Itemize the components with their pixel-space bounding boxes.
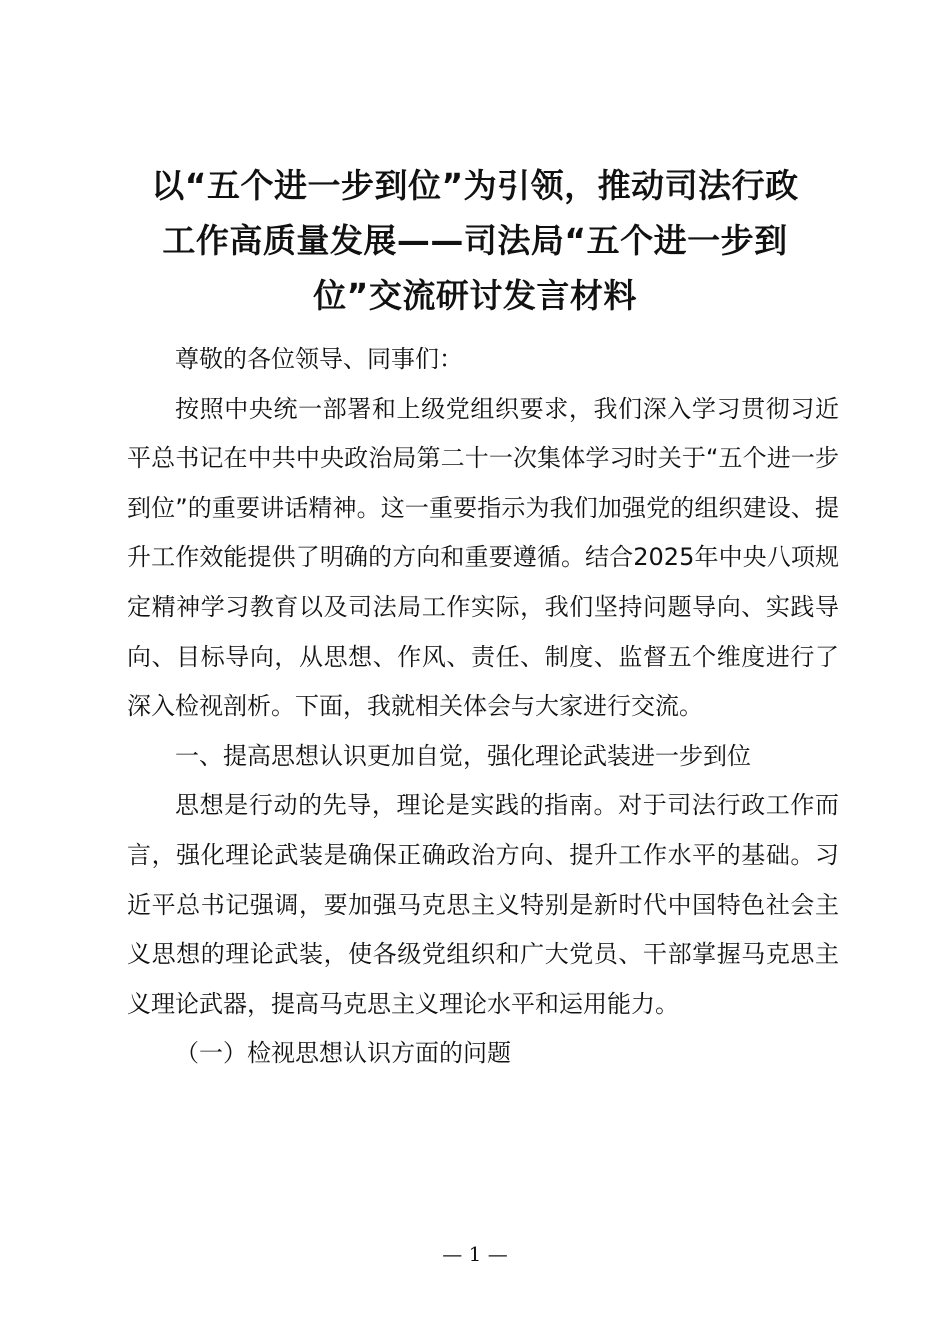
document-body (127, 335, 839, 1079)
document-title (100, 158, 850, 323)
salutation: 尊敬的各位领导、同事们： (175, 345, 463, 373)
subsection-heading-1: （一）检视思想认识方面的问题 (175, 1039, 511, 1068)
page-number: — 1 — (442, 1242, 508, 1266)
title-line-3: 位”交流研讨发言材料 (313, 276, 637, 315)
section-heading-1: 一、提高思想认识更加自觉，强化理论武装进一步到位 (175, 741, 751, 770)
title-line-1: 以“五个进一步到位”为引领，推动司法行政 (151, 166, 799, 205)
paragraph-theory: 思想是行动的先导，理论是实践的指南。对于司法行政工作而言，强化理论武装是确保正确政治方向、提升工作水平的基础。习近平总书记强调，要加强马克思主义特别是新时代中国特色社会主义思想的理论武装，使各级党组织和广大党员、干部掌握马克思主义理论武器，提高马克思主义理论水平和运用能力。 (127, 791, 839, 1018)
title-line-2: 工作高质量发展——司法局“五个进一步到 (162, 221, 788, 260)
paragraph-intro: 按照中央统一部署和上级党组织要求，我们深入学习贯彻习近平总书记在中共中央政治局第二十一次集体学习时关于“五个进一步到位”的重要讲话精神。这一重要指示为我们加强党的组织建设、提升工作效能提供了明确的方向和重要遵循。结合2025年中央八项规定精神学习教育以及司法局工作实际，我们坚持问题导向、实践导向、目标导向，从思想、作风、责任、制度、监督五个维度进行了深入检视剖析。下面，我就相关体会与大家进行交流。 (127, 394, 839, 721)
